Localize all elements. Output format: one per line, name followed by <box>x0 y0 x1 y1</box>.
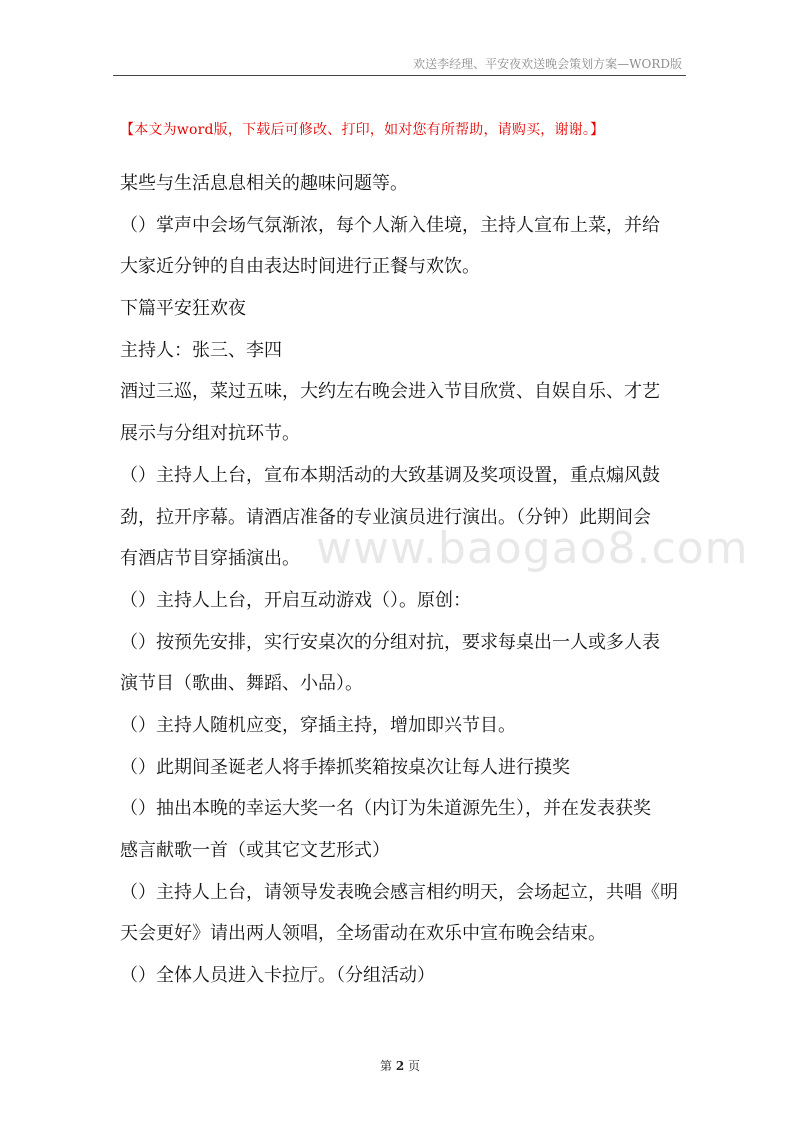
page-number: 2 <box>395 1059 405 1073</box>
text-line: （）主持人上台，请领导发表晚会感言相约明天，会场起立，共唱《明 <box>120 881 678 903</box>
header-divider <box>113 75 686 76</box>
text-line: 感言献歌一首（或其它文艺形式） <box>120 840 390 861</box>
text-line: （）此期间圣诞老人将手捧抓奖箱按桌次让每人进行摸奖 <box>120 756 570 778</box>
text-line: （）抽出本晚的幸运大奖一名（内订为朱道源先生），并在发表获奖 <box>120 798 651 820</box>
text-line: 有酒店节目穿插演出。 <box>120 548 300 570</box>
text-line: 劲，拉开序幕。请酒店准备的专业演员进行演出。（分钟）此期间会 <box>120 506 651 528</box>
text-line: 展示与分组对抗环节。 <box>120 423 300 445</box>
text-line: 演节目（歌曲、舞蹈、小品）。 <box>120 673 363 695</box>
text-line: （）按预先安排，实行安桌次的分组对抗，要求每桌出一人或多人表 <box>120 631 660 653</box>
text-line: （）主持人上台，宣布本期活动的大致基调及奖项设置，重点煽风鼓 <box>120 464 660 486</box>
text-line: （）掌声中会场气氛渐浓，每个人渐入佳境，主持人宣布上菜，并给 <box>120 214 660 236</box>
footer-suffix: 页 <box>408 1059 421 1073</box>
text-line: （）全体人员进入卡拉厅。（分组活动） <box>120 965 435 987</box>
section-heading: 下篇平安狂欢夜 <box>120 298 246 320</box>
footer-prefix: 第 <box>379 1059 392 1073</box>
text-line: 某些与生活息息相关的趣味问题等。 <box>120 173 408 194</box>
watermark: www.baogao8.com <box>316 523 749 574</box>
download-notice: 【本文为word版，下载后可修改、打印，如对您有所帮助，请购买，谢谢。】 <box>120 122 605 138</box>
text-line: （）主持人上台，开启互动游戏（）。原创： <box>120 589 471 611</box>
text-line: （）主持人随机应变，穿插主持，增加即兴节目。 <box>120 714 516 736</box>
text-line: 主持人：张三、李四 <box>120 339 282 361</box>
page-footer <box>0 1057 800 1074</box>
page-header-title: 欢送李经理、平安夜欢送晚会策划方案—WORD版 <box>413 57 682 71</box>
text-line: 酒过三巡，菜过五味，大约左右晚会进入节目欣赏、自娱自乐、才艺 <box>120 381 660 403</box>
text-line: 天会更好》请出两人领唱，全场雷动在欢乐中宣布晚会结束。 <box>120 923 606 945</box>
text-line: 大家近分钟的自由表达时间进行正餐与欢饮。 <box>120 256 480 278</box>
document-body <box>120 163 690 997</box>
